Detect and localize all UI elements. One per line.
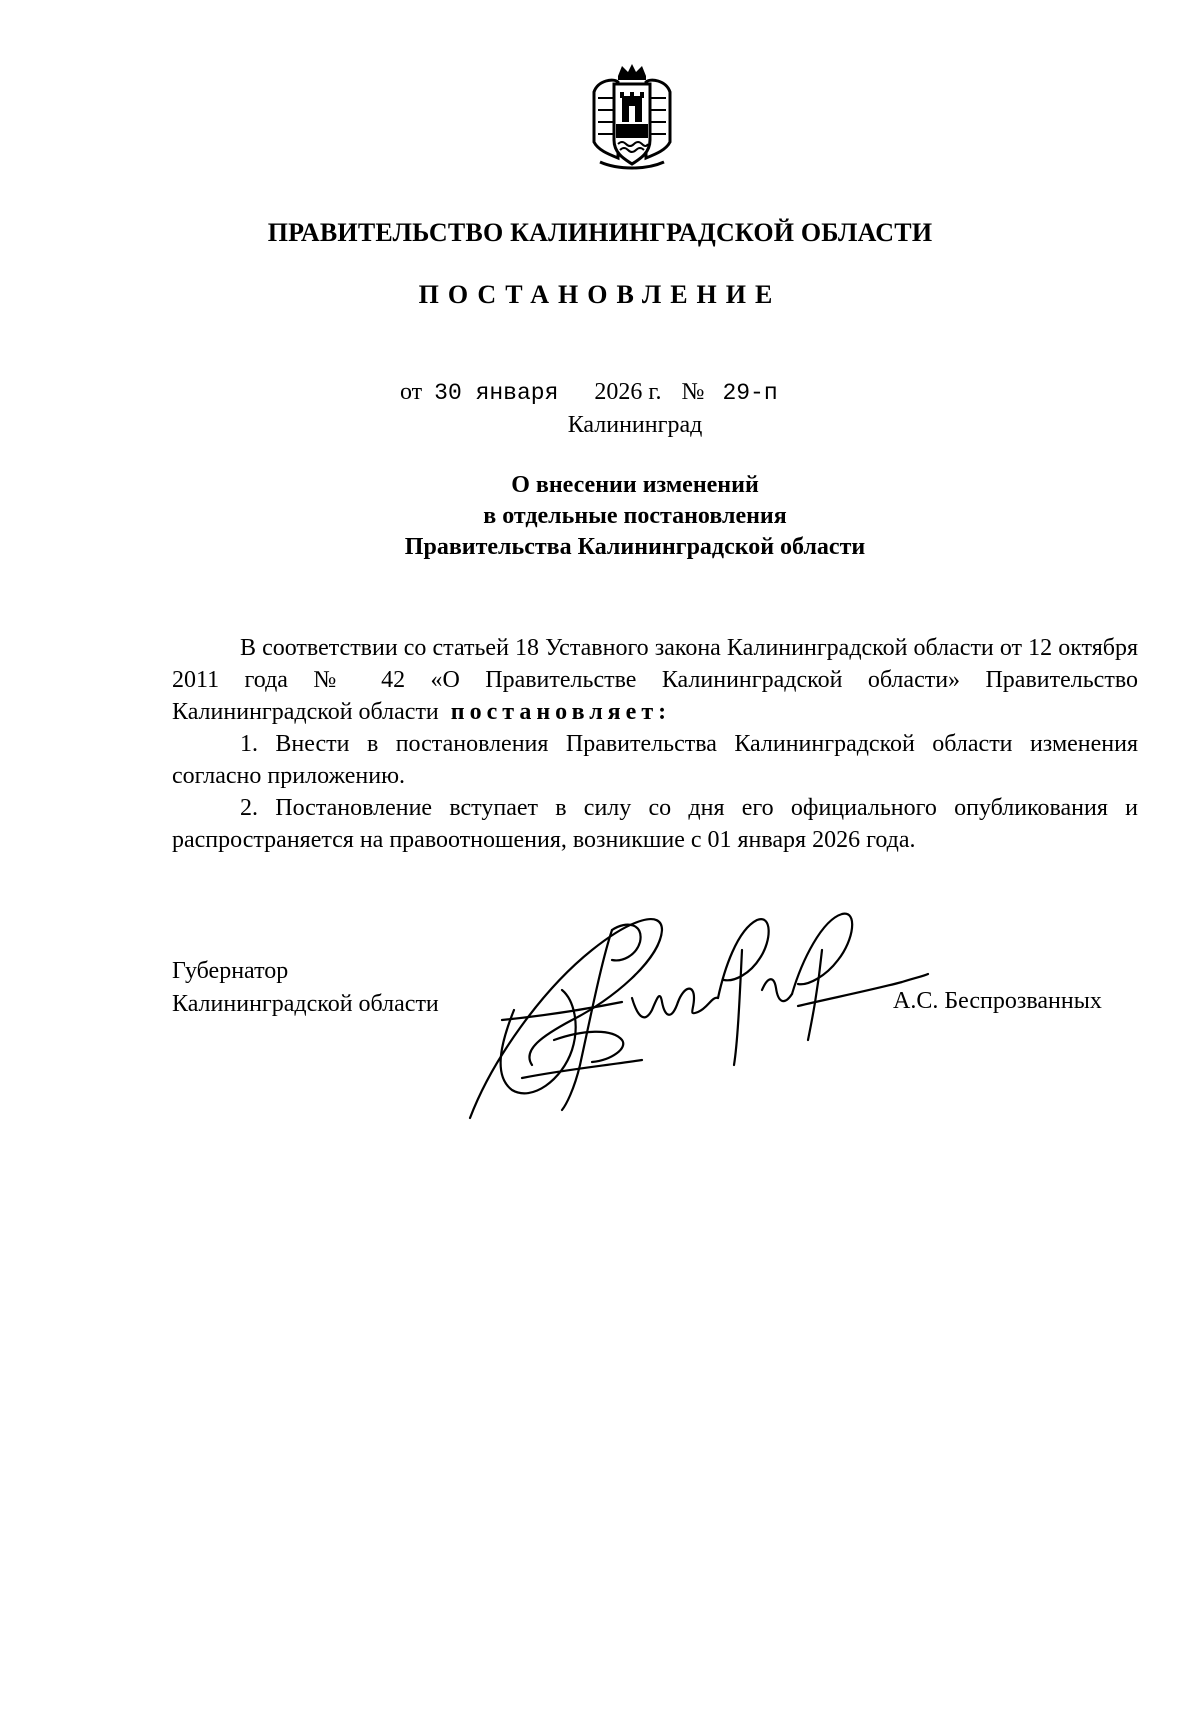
document-body xyxy=(172,632,1138,856)
body-item: 1. Внести в постановления Правительства Калининградской области изменения согласно приложению. xyxy=(172,731,1138,789)
organization-title: ПРАВИТЕЛЬСТВО КАЛИНИНГРАДСКОЙ ОБЛАСТИ xyxy=(267,218,933,247)
preamble-text: В соответствии со статьей 18 Уставного закона Калининградской области от 12 октября 2011 года № 42 «О Правительстве Калининградской области» Правительство Калининградской области xyxy=(172,635,1138,725)
registration-line xyxy=(400,379,778,406)
date-prefix: от xyxy=(400,379,423,405)
handwritten-signature xyxy=(462,890,932,1130)
number-sign: № xyxy=(681,379,705,405)
document-subject xyxy=(0,470,1200,563)
subject-line: в отдельные постановления xyxy=(483,503,787,529)
registration-number: 29-п xyxy=(722,380,778,406)
city: Калининград xyxy=(567,412,703,438)
decree-word: постановляет: xyxy=(450,699,672,725)
coat-of-arms-icon xyxy=(588,62,676,172)
document-type-heading: ПОСТАНОВЛЕНИЕ xyxy=(418,280,782,309)
subject-line: Правительства Калининградской области xyxy=(404,534,866,560)
registration-date: 30 января xyxy=(434,380,559,406)
position-line: Калининградской области xyxy=(172,991,439,1017)
preamble-paragraph xyxy=(172,632,1138,728)
signatory-name: А.С. Беспрозванных xyxy=(893,988,1102,1014)
body-item: 2. Постановление вступает в силу со дня его официального опубликования и распространяется на правоотношения, возникшие с 01 января 2026 года. xyxy=(172,795,1138,853)
subject-line: О внесении изменений xyxy=(511,472,759,498)
position-line: Губернатор xyxy=(172,958,289,984)
signatory-position xyxy=(172,955,439,1021)
registration-year: 2026 г. xyxy=(594,379,662,405)
